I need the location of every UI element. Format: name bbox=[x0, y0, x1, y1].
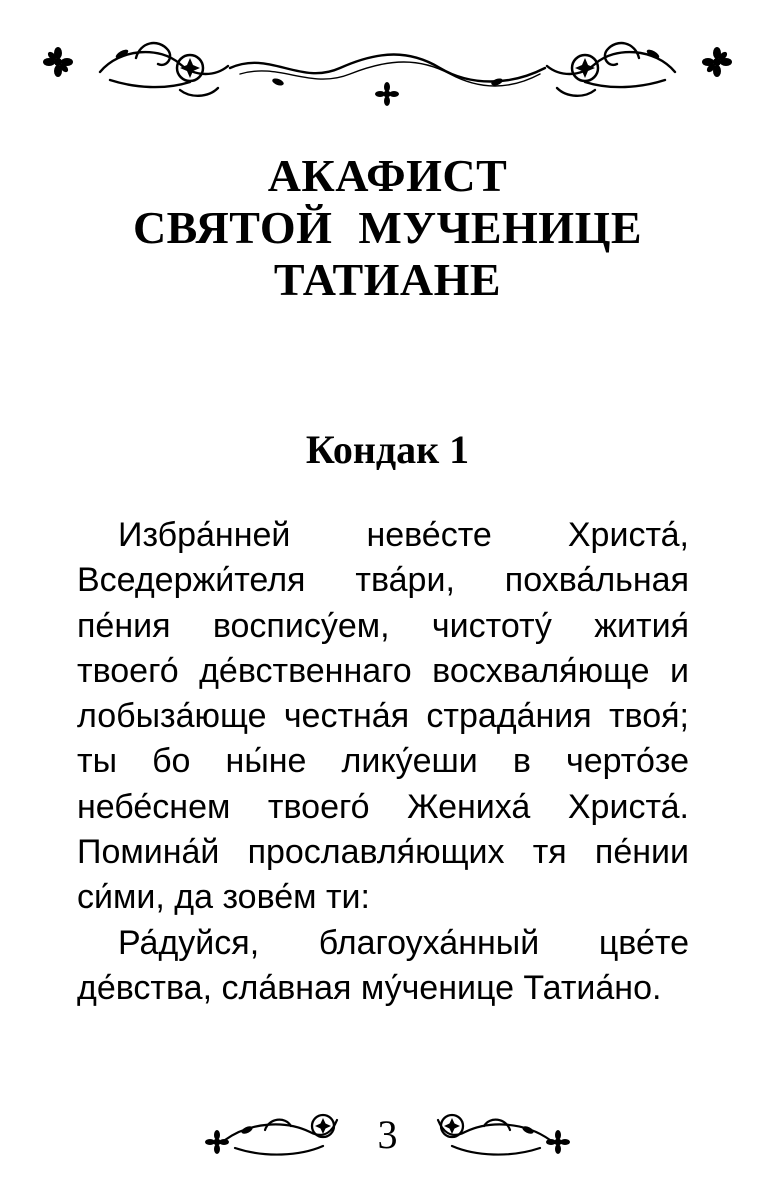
title-line-2: СВЯТОЙ МУЧЕНИЦЕ bbox=[132, 202, 643, 253]
kondak-body bbox=[77, 513, 689, 1011]
page-number: 3 bbox=[377, 1112, 398, 1157]
kondak-paragraph-1: Избра́нней неве́сте Христа́, Вседержи́теля тва́ри, похва́льная пе́ния воспису́ем, чистоту́ жития́ твоего́ де́вственнаго восхваля́юще и лобыза́юще честна́я страда́ния твоя́; ты бо ны́не лику́еши в черто́зе небе́снем твоего́ Жениха́ Христа́. Помина́й прославля́ющих тя пе́нии си́ми, да зове́м ти: bbox=[77, 516, 689, 917]
title-line-1: АКАФИСТ bbox=[267, 150, 508, 201]
kondak-heading: Кондак 1 bbox=[305, 427, 470, 472]
title-line-3: ТАТИАНЕ bbox=[273, 254, 502, 305]
document-title bbox=[0, 150, 775, 306]
kondak-paragraph-2: Ра́дуйся, благоуха́нный цве́те де́вства, сла́вная му́ченице Татиа́но. bbox=[77, 923, 689, 1007]
floral-vignette-top-icon bbox=[40, 28, 735, 108]
